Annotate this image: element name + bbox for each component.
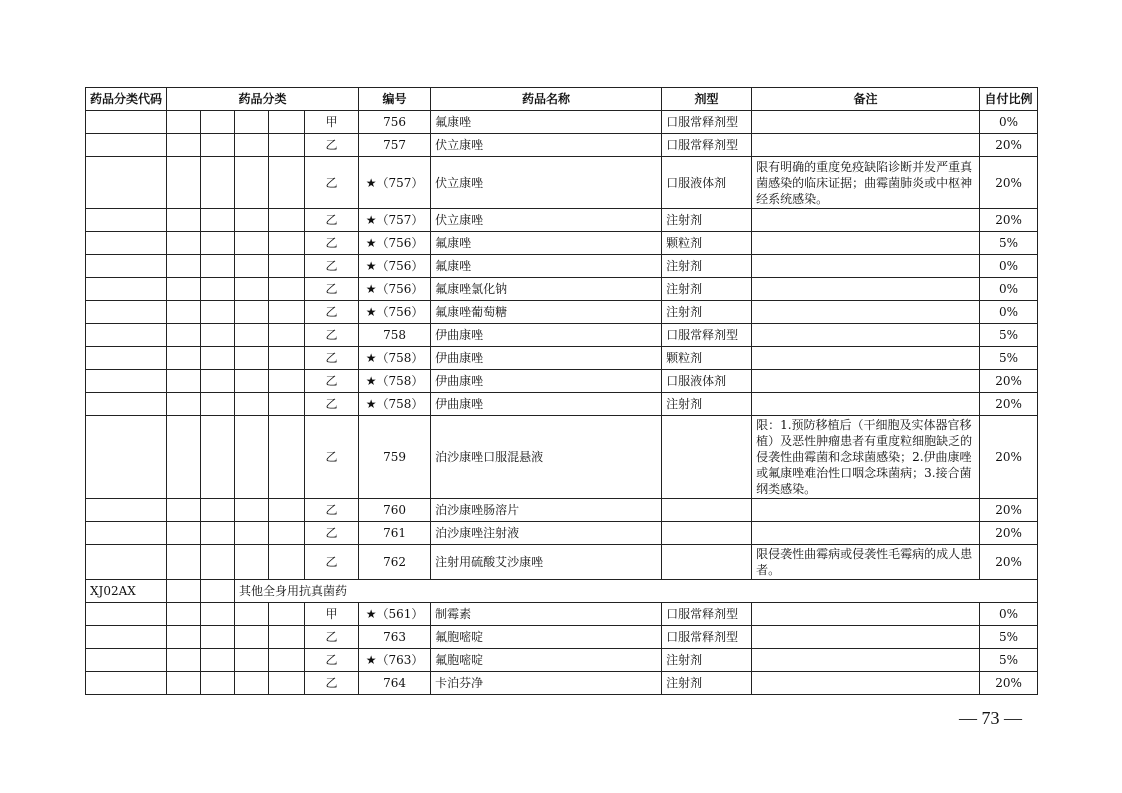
- cell-dosage-form: 口服常释剂型: [662, 111, 752, 134]
- section-row: [86, 580, 1038, 603]
- cell-grade: 乙: [305, 545, 359, 580]
- cell-number: 764: [359, 672, 431, 695]
- cell-class-level: [201, 347, 235, 370]
- cell-class-level: [269, 522, 305, 545]
- cell-drug-name: 伏立康唑: [431, 134, 662, 157]
- cell-class-level: [201, 672, 235, 695]
- cell-class-level: [201, 157, 235, 209]
- cell-dosage-form: 口服液体剂: [662, 370, 752, 393]
- cell-note: [752, 626, 980, 649]
- section-title: 其他全身用抗真菌药: [235, 580, 1038, 603]
- cell-grade: 乙: [305, 209, 359, 232]
- cell-dosage-form: 颗粒剂: [662, 347, 752, 370]
- cell-ratio: 20%: [980, 370, 1038, 393]
- cell-class-level: [269, 603, 305, 626]
- cell-dosage-form: 注射剂: [662, 672, 752, 695]
- cell-class-level: [269, 416, 305, 499]
- cell-number: 762: [359, 545, 431, 580]
- cell-class-level: [201, 134, 235, 157]
- cell-ratio: 20%: [980, 416, 1038, 499]
- cell-drug-name: 泊沙康唑口服混悬液: [431, 416, 662, 499]
- cell-drug-name: 伏立康唑: [431, 157, 662, 209]
- cell-code: [86, 393, 167, 416]
- cell-code: [86, 522, 167, 545]
- cell-class-level: [167, 255, 201, 278]
- cell-class-level: [269, 134, 305, 157]
- cell-note: [752, 522, 980, 545]
- cell-drug-name: 伊曲康唑: [431, 393, 662, 416]
- table-row: [86, 111, 1038, 134]
- cell-ratio: 5%: [980, 324, 1038, 347]
- table-row: [86, 522, 1038, 545]
- cell-number: 758: [359, 324, 431, 347]
- cell-note: 限：1.预防移植后（干细胞及实体器官移植）及恶性肿瘤患者有重度粒细胞缺乏的侵袭性曲霉菌和念球菌感染；2.伊曲康唑或氟康唑难治性口咽念珠菌病；3.接合菌纲类感染。: [752, 416, 980, 499]
- table-row: [86, 278, 1038, 301]
- cell-drug-name: 氟康唑: [431, 111, 662, 134]
- cell-ratio: 5%: [980, 347, 1038, 370]
- cell-drug-name: 制霉素: [431, 603, 662, 626]
- cell-code: [86, 324, 167, 347]
- cell-code: [86, 111, 167, 134]
- cell-ratio: 20%: [980, 499, 1038, 522]
- cell-class-level: [269, 111, 305, 134]
- cell-note: [752, 499, 980, 522]
- cell-drug-name: 伏立康唑: [431, 209, 662, 232]
- cell-class-level: [235, 393, 269, 416]
- cell-class-level: [269, 255, 305, 278]
- cell-number: 761: [359, 522, 431, 545]
- cell-class-level: [167, 157, 201, 209]
- cell-dosage-form: 口服常释剂型: [662, 134, 752, 157]
- cell-class-level: [201, 649, 235, 672]
- cell-drug-name: 卡泊芬净: [431, 672, 662, 695]
- page-number: — 73 —: [959, 708, 1022, 728]
- cell-drug-name: 氟康唑氯化钠: [431, 278, 662, 301]
- cell-ratio: 0%: [980, 301, 1038, 324]
- cell-class-level: [269, 672, 305, 695]
- cell-class-level: [235, 649, 269, 672]
- header-number: 编号: [359, 88, 431, 111]
- header-code: 药品分类代码: [86, 88, 167, 111]
- cell-dosage-form: 口服常释剂型: [662, 626, 752, 649]
- cell-note: 限侵袭性曲霉病或侵袭性毛霉病的成人患者。: [752, 545, 980, 580]
- cell-class-level: [235, 209, 269, 232]
- cell-class-level: [235, 111, 269, 134]
- drug-catalog-table: [85, 87, 1038, 695]
- cell-class-level: [201, 301, 235, 324]
- table-row: [86, 626, 1038, 649]
- cell-dosage-form: 颗粒剂: [662, 232, 752, 255]
- cell-number: ★（756）: [359, 301, 431, 324]
- cell-class-level: [235, 232, 269, 255]
- cell-class-level: [269, 232, 305, 255]
- header-note: 备注: [752, 88, 980, 111]
- cell-ratio: 20%: [980, 393, 1038, 416]
- cell-code: [86, 278, 167, 301]
- cell-dosage-form: 注射剂: [662, 301, 752, 324]
- cell-grade: 乙: [305, 134, 359, 157]
- cell-class-level: [201, 209, 235, 232]
- cell-class-level: [201, 545, 235, 580]
- table-row: [86, 209, 1038, 232]
- cell-grade: 乙: [305, 416, 359, 499]
- cell-number: ★（756）: [359, 255, 431, 278]
- cell-code: [86, 672, 167, 695]
- cell-grade: 乙: [305, 255, 359, 278]
- cell-number: ★（758）: [359, 393, 431, 416]
- cell-number: ★（758）: [359, 370, 431, 393]
- table-row: [86, 347, 1038, 370]
- cell-class-level: [201, 111, 235, 134]
- cell-note: [752, 278, 980, 301]
- cell-ratio: 5%: [980, 232, 1038, 255]
- cell-number: 760: [359, 499, 431, 522]
- cell-number: ★（756）: [359, 232, 431, 255]
- cell-number: 759: [359, 416, 431, 499]
- cell-ratio: 0%: [980, 603, 1038, 626]
- cell-class-level: [167, 278, 201, 301]
- cell-class-level: [235, 278, 269, 301]
- cell-grade: 甲: [305, 111, 359, 134]
- cell-grade: 乙: [305, 393, 359, 416]
- cell-ratio: 5%: [980, 626, 1038, 649]
- cell-class-level: [201, 370, 235, 393]
- table-row: [86, 134, 1038, 157]
- cell-number: ★（757）: [359, 209, 431, 232]
- cell-dosage-form: [662, 522, 752, 545]
- cell-class-level: [167, 209, 201, 232]
- cell-note: [752, 370, 980, 393]
- cell-class-level: [201, 522, 235, 545]
- cell-class-level: [269, 499, 305, 522]
- cell-number: 757: [359, 134, 431, 157]
- cell-class-level: [167, 134, 201, 157]
- cell-ratio: 20%: [980, 522, 1038, 545]
- cell-number: 763: [359, 626, 431, 649]
- cell-class-level: [201, 416, 235, 499]
- cell-note: [752, 134, 980, 157]
- cell-note: [752, 111, 980, 134]
- header-category: 药品分类: [167, 88, 359, 111]
- header-form: 剂型: [662, 88, 752, 111]
- cell-note: [752, 649, 980, 672]
- cell-ratio: 20%: [980, 157, 1038, 209]
- cell-class-level: [235, 370, 269, 393]
- cell-grade: 乙: [305, 157, 359, 209]
- cell-drug-name: 泊沙康唑注射液: [431, 522, 662, 545]
- cell-code: [86, 545, 167, 580]
- cell-dosage-form: 口服常释剂型: [662, 324, 752, 347]
- header-row: [86, 88, 1038, 111]
- cell-grade: 乙: [305, 672, 359, 695]
- cell-class-level: [269, 301, 305, 324]
- cell-class-level: [235, 499, 269, 522]
- cell-grade: 乙: [305, 347, 359, 370]
- cell-class-level: [235, 603, 269, 626]
- table-row: [86, 301, 1038, 324]
- cell-class-level: [269, 209, 305, 232]
- cell-note: [752, 209, 980, 232]
- table-row: [86, 499, 1038, 522]
- table-row: [86, 255, 1038, 278]
- cell-ratio: 20%: [980, 545, 1038, 580]
- cell-class-level: [269, 393, 305, 416]
- cell-class-level: [269, 649, 305, 672]
- table-row: [86, 370, 1038, 393]
- cell-number: ★（757）: [359, 157, 431, 209]
- cell-class-level: [269, 347, 305, 370]
- cell-class-level: [201, 393, 235, 416]
- cell-code: [86, 134, 167, 157]
- cell-dosage-form: 注射剂: [662, 255, 752, 278]
- cell-ratio: 0%: [980, 278, 1038, 301]
- cell-class-level: [167, 603, 201, 626]
- cell-class-level: [167, 545, 201, 580]
- cell-class-level: [201, 278, 235, 301]
- cell-dosage-form: [662, 545, 752, 580]
- table-row: [86, 672, 1038, 695]
- cell-ratio: 20%: [980, 209, 1038, 232]
- cell-class-level: [167, 522, 201, 545]
- cell-code: [86, 416, 167, 499]
- table-row: [86, 416, 1038, 499]
- cell-class-level: [235, 255, 269, 278]
- table-row: [86, 393, 1038, 416]
- cell-drug-name: 氟康唑: [431, 255, 662, 278]
- cell-class-level: [235, 626, 269, 649]
- cell-class-level: [269, 157, 305, 209]
- cell-class-level: [201, 324, 235, 347]
- cell-grade: 乙: [305, 324, 359, 347]
- cell-class-level: [269, 626, 305, 649]
- cell-number: 756: [359, 111, 431, 134]
- cell-ratio: 0%: [980, 111, 1038, 134]
- cell-class-level: [167, 347, 201, 370]
- cell-class-level: [235, 347, 269, 370]
- cell-grade: 乙: [305, 301, 359, 324]
- cell-class-level: [269, 545, 305, 580]
- cell-dosage-form: [662, 499, 752, 522]
- cell-class-level: [235, 522, 269, 545]
- section-code: XJ02AX: [86, 580, 167, 603]
- cell-ratio: 0%: [980, 255, 1038, 278]
- table-row: [86, 324, 1038, 347]
- cell-grade: 甲: [305, 603, 359, 626]
- cell-code: [86, 370, 167, 393]
- cell-note: [752, 603, 980, 626]
- cell-code: [86, 301, 167, 324]
- cell-class-level: [201, 232, 235, 255]
- cell-class-level: [235, 672, 269, 695]
- cell-class-level: [167, 499, 201, 522]
- cell-code: [86, 157, 167, 209]
- cell-drug-name: 氟康唑葡萄糖: [431, 301, 662, 324]
- table-row: [86, 545, 1038, 580]
- cell-number: ★（763）: [359, 649, 431, 672]
- cell-drug-name: 注射用硫酸艾沙康唑: [431, 545, 662, 580]
- cell-class-level: [167, 626, 201, 649]
- cell-class-level: [201, 603, 235, 626]
- cell-class-level: [235, 157, 269, 209]
- cell-dosage-form: 口服常释剂型: [662, 603, 752, 626]
- cell-grade: 乙: [305, 232, 359, 255]
- cell-class-level: [167, 370, 201, 393]
- cell-ratio: 20%: [980, 134, 1038, 157]
- cell-ratio: 5%: [980, 649, 1038, 672]
- cell-code: [86, 603, 167, 626]
- cell-class-level: [235, 324, 269, 347]
- table-row: [86, 232, 1038, 255]
- cell-code: [86, 232, 167, 255]
- cell-dosage-form: [662, 416, 752, 499]
- cell-note: [752, 301, 980, 324]
- cell-class-level: [235, 545, 269, 580]
- cell-class-level: [269, 278, 305, 301]
- cell-code: [86, 499, 167, 522]
- cell-class-level: [167, 672, 201, 695]
- cell-class-level: [201, 626, 235, 649]
- cell-class-level: [269, 324, 305, 347]
- cell-class-level: [167, 232, 201, 255]
- cell-grade: 乙: [305, 649, 359, 672]
- cell-grade: 乙: [305, 522, 359, 545]
- cell-grade: 乙: [305, 370, 359, 393]
- cell-class-level: [167, 324, 201, 347]
- cell-grade: 乙: [305, 278, 359, 301]
- cell-note: [752, 347, 980, 370]
- cell-class-level: [201, 255, 235, 278]
- cell-code: [86, 209, 167, 232]
- cell-drug-name: 伊曲康唑: [431, 347, 662, 370]
- cell-number: ★（561）: [359, 603, 431, 626]
- table-row: [86, 603, 1038, 626]
- cell-drug-name: 氟胞嘧啶: [431, 626, 662, 649]
- cell-class-level: [167, 393, 201, 416]
- table-row: [86, 157, 1038, 209]
- cell-drug-name: 泊沙康唑肠溶片: [431, 499, 662, 522]
- cell-code: [86, 255, 167, 278]
- cell-class-level: [201, 499, 235, 522]
- cell-number: ★（756）: [359, 278, 431, 301]
- cell-class-level: [235, 301, 269, 324]
- cell-class-level: [269, 370, 305, 393]
- cell-note: [752, 232, 980, 255]
- cell-drug-name: 氟康唑: [431, 232, 662, 255]
- cell-ratio: 20%: [980, 672, 1038, 695]
- cell-note: [752, 255, 980, 278]
- cell-code: [86, 649, 167, 672]
- cell-drug-name: 氟胞嘧啶: [431, 649, 662, 672]
- cell-class-level: [235, 416, 269, 499]
- cell-dosage-form: 口服液体剂: [662, 157, 752, 209]
- cell-grade: 乙: [305, 499, 359, 522]
- table-row: [86, 649, 1038, 672]
- cell-drug-name: 伊曲康唑: [431, 370, 662, 393]
- cell-drug-name: 伊曲康唑: [431, 324, 662, 347]
- cell-class-level: [167, 649, 201, 672]
- cell-class-level: [167, 416, 201, 499]
- cell-dosage-form: 注射剂: [662, 649, 752, 672]
- cell-note: 限有明确的重度免疫缺陷诊断并发严重真菌感染的临床证据；曲霉菌肺炎或中枢神经系统感染。: [752, 157, 980, 209]
- cell-note: [752, 324, 980, 347]
- cell-number: ★（758）: [359, 347, 431, 370]
- cell-code: [86, 626, 167, 649]
- header-name: 药品名称: [431, 88, 662, 111]
- cell-grade: 乙: [305, 626, 359, 649]
- cell-dosage-form: 注射剂: [662, 278, 752, 301]
- header-ratio: 自付比例: [980, 88, 1038, 111]
- cell-note: [752, 672, 980, 695]
- cell-class-level: [167, 580, 201, 603]
- cell-dosage-form: 注射剂: [662, 393, 752, 416]
- cell-class-level: [167, 111, 201, 134]
- cell-code: [86, 347, 167, 370]
- cell-note: [752, 393, 980, 416]
- cell-class-level: [235, 134, 269, 157]
- cell-dosage-form: 注射剂: [662, 209, 752, 232]
- cell-class-level: [167, 301, 201, 324]
- cell-class-level: [201, 580, 235, 603]
